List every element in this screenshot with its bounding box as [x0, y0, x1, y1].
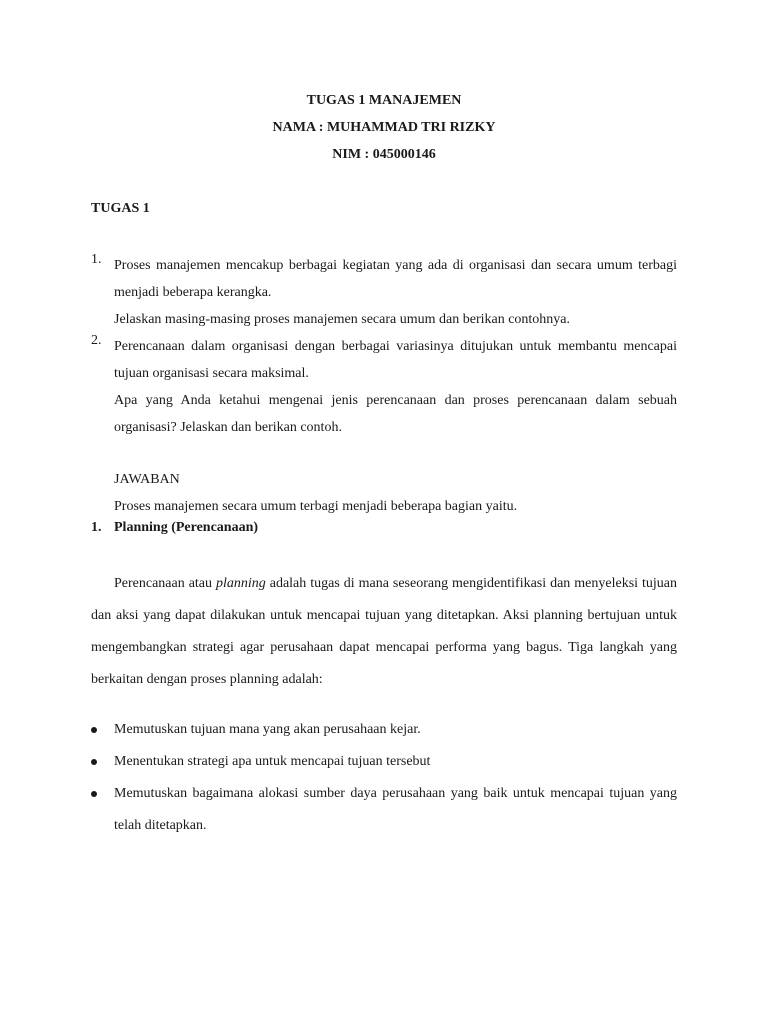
planning-heading	[91, 520, 258, 536]
list-item-text: Memutuskan tujuan mana yang akan perusahaan kejar.	[114, 722, 421, 737]
question-item	[91, 252, 677, 333]
answer-intro: Proses manajemen secara umum terbagi menjadi beberapa bagian yaitu.	[114, 499, 518, 514]
bullet-icon	[91, 727, 97, 733]
answer-label: JAWABAN	[114, 472, 180, 487]
list-item	[91, 714, 677, 746]
bullet-icon	[91, 791, 97, 797]
list-item-text: Memutuskan bagaimana alokasi sumber daya perusahaan yang baik untuk mencapai tujuan yang telah ditetapkan.	[114, 786, 677, 833]
list-item	[91, 746, 677, 778]
student-nim: NIM : 045000146	[332, 147, 436, 162]
paragraph-italic-term: planning	[215, 576, 266, 591]
planning-steps-list	[91, 714, 677, 842]
question-item	[91, 333, 677, 441]
student-name: NAMA : MUHAMMAD TRI RIZKY	[272, 120, 496, 135]
question-line: Apa yang Anda ketahui mengenai jenis perencanaan dan proses perencanaan dalam sebuah organisasi? Jelaskan dan berikan contoh.	[114, 393, 677, 435]
question-line: Jelaskan masing-masing proses manajemen secara umum dan berikan contohnya.	[114, 312, 571, 327]
planning-heading-number: 1.	[91, 520, 102, 535]
question-text	[114, 252, 677, 333]
list-item	[91, 778, 677, 842]
question-number: 2.	[91, 333, 102, 348]
question-number: 1.	[91, 252, 102, 267]
question-list	[91, 252, 677, 441]
paragraph-text: Perencanaan atau	[114, 576, 216, 591]
question-text	[114, 333, 677, 441]
answer-intro-block	[114, 466, 677, 520]
question-line: Proses manajemen mencakup berbagai kegiatan yang ada di organisasi dan secara umum terbagi menjadi beberapa kerangka.	[114, 258, 677, 300]
list-item-text: Menentukan strategi apa untuk mencapai tujuan tersebut	[114, 754, 431, 769]
planning-paragraph	[91, 568, 677, 696]
section-label: TUGAS 1	[91, 201, 150, 216]
paragraph-text: adalah tugas di mana seseorang mengidentifikasi dan menyeleksi tujuan dan aksi yang dapat dilakukan untuk mencapai tujuan yang ditetapkan. Aksi planning bertujuan untuk mengembangkan strategi agar perusahaan dapat mencapai performa yang bagus. Tiga langkah yang berkaitan dengan proses planning adalah:	[91, 576, 677, 687]
planning-heading-text: Planning (Perencanaan)	[114, 520, 259, 535]
bullet-icon	[91, 759, 97, 765]
document-title: TUGAS 1 MANAJEMEN	[306, 93, 462, 108]
question-line: Perencanaan dalam organisasi dengan berbagai variasinya ditujukan untuk membantu mencapai tujuan organisasi secara maksimal.	[114, 339, 677, 381]
